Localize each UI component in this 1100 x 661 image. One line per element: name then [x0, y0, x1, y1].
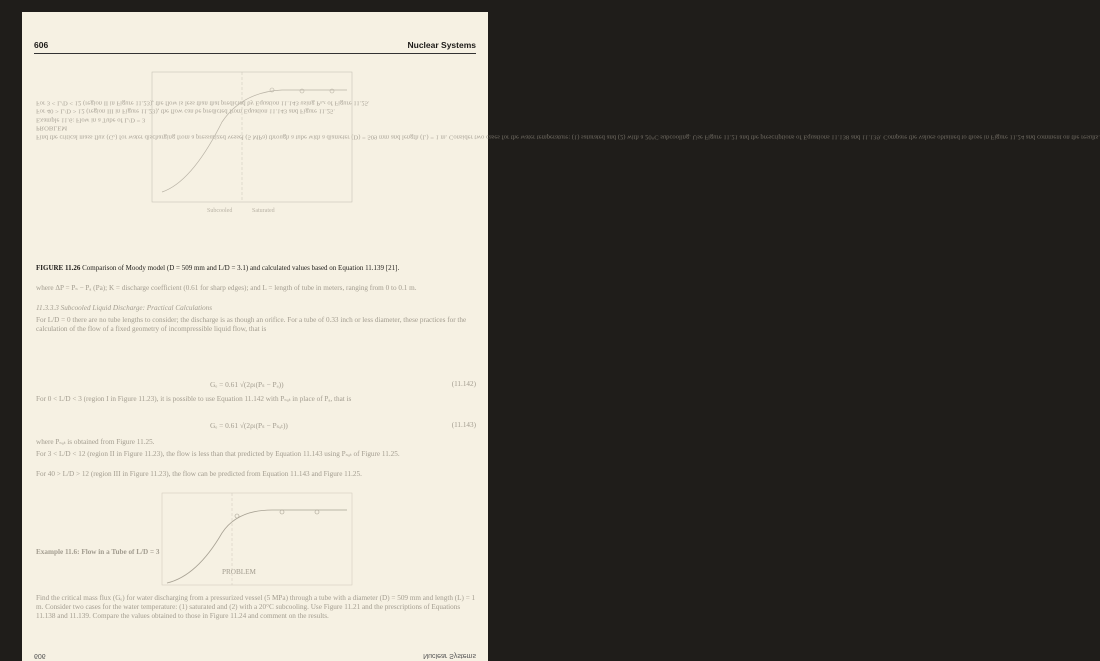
page-header [34, 40, 476, 50]
page-number: 606 [34, 40, 49, 50]
paragraph-region-1: For 0 < L/D < 3 (region I in Figure 11.23), it is possible to use Equation 11.142 with Pₛₐₜ in place of Pₐ, that is [36, 395, 352, 403]
example-heading: Example 11.6: Flow in a Tube of L/D = 3 [36, 548, 160, 556]
section-heading: 11.3.3.3 Subcooled Liquid Discharge: Practical Calculations [36, 304, 213, 312]
bleed-through-text: Find the critical mass flux (Gₑ) for water discharging from a pressurized vessel (5 MPa) through a tube with a diameter (D) = 509 mm and length (L) = 1 m. Consider two cases for the water temperature: (1) saturated and (2) with a 20°C subcooling. Use Figure 11.21 and the prescriptions of Equations 11.138 and 11.139. Compare the values obtained to those in Figure 11.24 and comment on the results. PROBLEM Example 11.6: Flow in a Tube of L/D = 3 For 40 > L/D > 12 (region III in Figure 11.23), the flow can be predicted from Equation 11.143 and Figure 11.25. For 3 < L/D < 12 (region II in Figure 11.23), the flow is less than that predicted by Equation 11.143 using Pₛₐₜ of Figure 11.25. [36, 99, 1100, 141]
paragraph-where: where Pₛₐₜ is obtained from Figure 11.25. [36, 438, 155, 446]
problem-heading: PROBLEM [222, 568, 256, 576]
equation-1142: Gₑ = 0.61 √(2ρₗ(Pₛ − Pₐ)) [210, 380, 284, 389]
subcool-text: For L/D = 0 there are no tube lengths to consider; the discharge is as though an orifice. For a tube of 0.33 inch or less diameter, these practices for the calculation of the flow of a fixed geometry of incompressible liquid flow, that is [36, 316, 467, 334]
equation-1142-number: (11.142) [451, 380, 476, 388]
equation-1143-number: (11.143) [451, 421, 476, 429]
caption-text: Comparison of Moody model (D = 509 mm and L/D = 3.1) and calculated values based on Equation 11.139 [21]. [82, 264, 400, 272]
figure-caption [36, 264, 476, 273]
mirrored-footer: 606 Nuclear Systems [34, 652, 476, 659]
header-rule [34, 53, 476, 54]
caption-label: FIGURE 11.26 [36, 264, 81, 272]
svg-text:Saturated: Saturated [252, 208, 275, 214]
document-page [22, 12, 1100, 661]
where-line: where ΔP = Pₛ − Pₐ (Pa); K = discharge coefficient (0.61 for sharp edges); and L = length of tube in meters, ranging from 0 to 0.1 m. [36, 284, 417, 292]
paragraph-region-3: For 40 > L/D > 12 (region III in Figure 11.23), the flow can be predicted from Equation 11.143 and Figure 11.25. [36, 470, 362, 478]
running-title: Nuclear Systems [407, 40, 476, 50]
svg-text:Subcooled: Subcooled [207, 208, 233, 214]
paragraph-region-2: For 3 < L/D < 12 (region II in Figure 11.23), the flow is less than that predicted by Equation 11.143 using Pₛₐₜ of Figure 11.25. [36, 450, 400, 458]
problem-text: Find the critical mass flux (Gₑ) for water discharging from a pressurized vessel (5 MPa) through a tube with a diameter (D) = 509 mm and length (L) = 1 m. Consider two cases for the water temperature: (1) saturated and (2) with a 20°C subcooling. Use Figure 11.21 and the prescriptions of Equations 11.138 and 11.139. Compare the values obtained to those in Figure 11.24 and comment on the results. [36, 594, 476, 621]
bleed-figure [132, 62, 372, 222]
equation-1143: Gₑ = 0.61 √(2ρₗ(Pₛ − Pₛₐₜ)) [210, 421, 288, 430]
bleed-figure-lower [142, 488, 362, 593]
